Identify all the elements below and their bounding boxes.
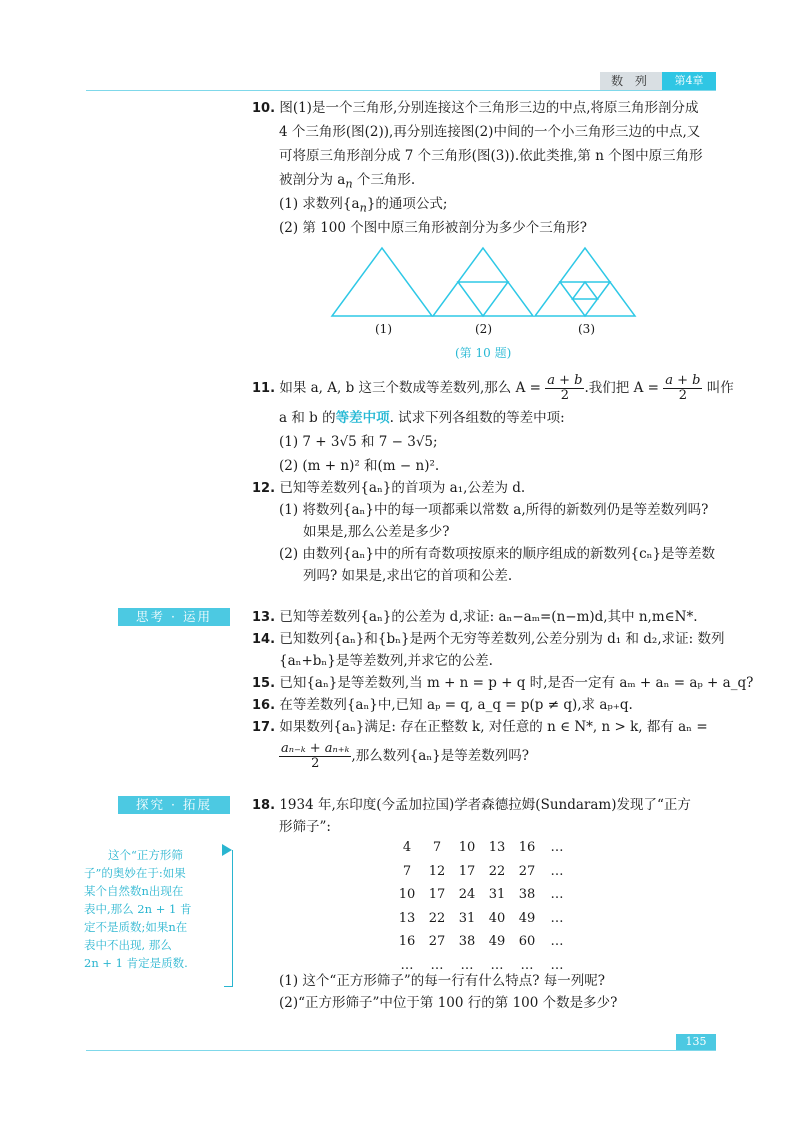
problem-number: 10. xyxy=(252,101,276,116)
running-header xyxy=(600,72,716,90)
problem-10-line-4: 被剖分为 $a_n$ 个三角形. xyxy=(279,172,416,191)
problem-10-line-3: 可将原三角形剖分成 7 个三角形(图(3)).依此类推,第 n 个图中原三角形 xyxy=(279,148,703,164)
problem-13: 13. 已知等差数列{aₙ}的公差为 d,求证: aₙ−aₘ=(n−m)d,其中 n,m∈N*. xyxy=(252,609,698,625)
problem-number: 18. xyxy=(252,798,276,813)
problem-11-question-2: (2) (m + n)² 和(m − n)². xyxy=(279,458,440,474)
problem-number: 14. xyxy=(252,632,276,647)
sieve-row: 16 27 38 49 60 … xyxy=(398,934,564,950)
fraction: $\frac{a + b}{2}$ xyxy=(547,373,583,403)
problem-14-line-1: 14. 已知数列{aₙ}和{bₙ}是两个无穷等差数列,公差分别为 d₁ 和 d₂,求证: 数列 xyxy=(252,631,725,647)
problem-number: 12. xyxy=(252,481,276,496)
section-tag-think: 思考 · 运用 xyxy=(118,608,230,626)
problem-14-line-2: {aₙ+bₙ}是等差数列,并求它的公差. xyxy=(279,653,493,669)
problem-10-question-2: (2) 第 100 个图中原三角形被剖分为多少个三角形? xyxy=(279,220,588,236)
sieve-row: 10 17 24 31 38 … xyxy=(398,887,564,903)
header-chapter: 第4章 xyxy=(662,72,716,90)
side-note-bracket xyxy=(224,850,233,987)
problem-16: 16. 在等差数列{aₙ}中,已知 aₚ = q, a_q = p(p ≠ q),求 aₚ₊q. xyxy=(252,697,633,713)
problem-number: 15. xyxy=(252,676,276,691)
problem-12-question-1a: (1) 将数列{aₙ}中的每一项都乘以常数 a,所得的新数列仍是等差数列吗? xyxy=(279,502,709,518)
problem-number: 16. xyxy=(252,698,276,713)
fraction: $\frac{a + b}{2}$ xyxy=(665,373,701,403)
problem-18-question-1: (1) 这个“正方形筛子”的每一行有什么特点? 每一列呢? xyxy=(279,973,605,989)
problem-number: 13. xyxy=(252,610,276,625)
problem-11-question-1: (1) 7 + 3√5 和 7 − 3√5; xyxy=(279,434,438,450)
figure-caption: (第 10 题) xyxy=(455,346,512,360)
triangle-3-inner xyxy=(573,282,598,299)
square-sieve-table xyxy=(392,836,572,977)
sieve-row: … … … … … … xyxy=(400,957,564,973)
problem-11-line-2: a 和 b 的等差中项. 试求下列各组数的等差中项: xyxy=(279,410,565,426)
problem-18-question-2: (2)“正方形筛子”中位于第 100 行的第 100 个数是多少? xyxy=(279,995,618,1011)
problem-12-question-2b: 列吗? 如果是,求出它的首项和公差. xyxy=(303,568,513,584)
fraction: $\frac{\text{aₙ₋ₖ + aₙ₊ₖ}}{2}$ xyxy=(281,741,350,771)
problem-number: 11. xyxy=(252,381,276,396)
footer-rule xyxy=(86,1050,716,1051)
triangle-1-outer xyxy=(332,248,432,316)
triangle-2-mid xyxy=(458,282,508,316)
figure-label-2: (2) xyxy=(475,322,492,336)
problem-10-question-1: (1) 求数列$\{a_n\}$的通项公式; xyxy=(279,196,448,215)
problem-10-line-2: 4 个三角形(图(2)),再分别连接图(2)中间的一个小三角形三边的中点,又 xyxy=(279,124,701,140)
problem-17-line-1: 17. 如果数列{aₙ}满足: 存在正整数 k, 对任意的 n ∈ N*, n > k, 都有 aₙ = xyxy=(252,719,708,735)
header-title: 数 列 xyxy=(600,72,662,90)
highlight-term: 等差中项 xyxy=(335,410,390,426)
problem-10-line-1: 10. 图(1)是一个三角形,分别连接这个三角形三边的中点,将原三角形剖分成 xyxy=(252,100,699,116)
problem-17-line-2: $\frac{\text{aₙ₋ₖ + aₙ₊ₖ}}{2}$ ,那么数列{aₙ}是等差数列吗? xyxy=(281,741,530,771)
figure-label-1: (1) xyxy=(375,322,392,336)
sieve-row: 13 22 31 40 49 … xyxy=(398,910,564,926)
problem-12-question-2a: (2) 由数列{aₙ}中的所有奇数项按原来的顺序组成的新数列{cₙ}是等差数 xyxy=(279,546,716,562)
problem-12-line-1: 12. 已知等差数列{aₙ}的首项为 a₁,公差为 d. xyxy=(252,480,526,496)
problem-11-line-1: 11. 如果 a, A, b 这三个数成等差数列,那么 A = $\frac{a + b}{2}$ .我们把 A = $\frac{a + b}{2}$ 叫作 xyxy=(252,373,734,403)
sieve-row: 4 7 10 13 16 … xyxy=(402,840,564,856)
problem-18-line-1: 18. 1934 年,东印度(今孟加拉国)学者森德拉姆(Sundaram)发现了“正方 xyxy=(252,797,691,813)
section-tag-explore: 探究 · 拓展 xyxy=(118,796,230,814)
triangle-figures xyxy=(330,246,640,320)
problem-15: 15. 已知{aₙ}是等差数列,当 m + n = p + q 时,是否一定有 aₘ + aₙ = aₚ + a_q? xyxy=(252,675,754,691)
arrow-right-icon xyxy=(222,844,232,856)
problem-12-question-1b: 如果是,那么公差是多少? xyxy=(303,524,450,540)
problem-number: 17. xyxy=(252,720,276,735)
sieve-row: 7 12 17 22 27 … xyxy=(402,863,564,879)
problem-18-line-2: 形筛子”: xyxy=(279,819,331,835)
figure-label-3: (3) xyxy=(578,322,595,336)
page-number: 135 xyxy=(676,1034,716,1050)
header-rule xyxy=(86,90,716,91)
side-note: 这个“正方形筛 子”的奥妙在于:如果 某个自然数n出现在 表中,那么 2n + 1 肯 定不是质数;如果n在 表中不出现, 那么 2n + 1 肯定是质数. xyxy=(84,848,192,970)
